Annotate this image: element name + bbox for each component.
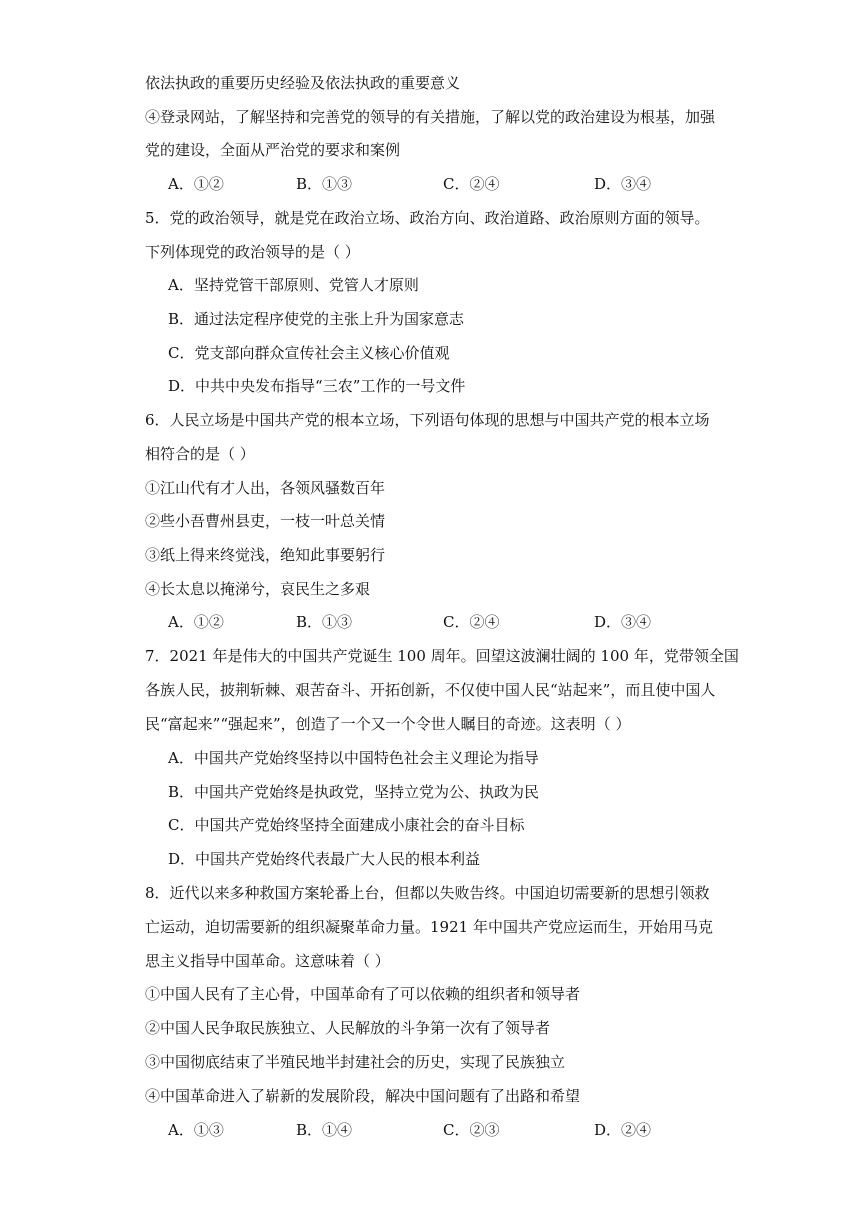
q6-choice-a: A．①② <box>168 613 224 631</box>
q5-option-b: B．通过法定程序使党的主张上升为国家意志 <box>168 310 465 328</box>
q4-item-line: 党的建设，全面从严治党的要求和案例 <box>145 141 401 159</box>
q6-choice-c: C．②④ <box>443 613 500 631</box>
q8-item-2: ②中国人民争取民族独立、人民解放的斗争第一次有了领导者 <box>145 1019 551 1037</box>
q7-option-c: C．中国共产党始终坚持全面建成小康社会的奋斗目标 <box>168 816 525 834</box>
q8-choice-d: D．②④ <box>594 1121 652 1139</box>
q4-item-line: ④登录网站，了解坚持和完善党的领导的有关措施，了解以党的政治建设为根基，加强 <box>145 108 716 126</box>
q6-item-1: ①江山代有才人出，各领风骚数百年 <box>145 479 386 497</box>
q4-stem-tail: 依法执政的重要历史经验及依法执政的重要意义 <box>145 74 461 92</box>
q8-choice-c: C．②③ <box>443 1121 500 1139</box>
q6-item-3: ③纸上得来终觉浅，绝知此事要躬行 <box>145 546 386 564</box>
q6-choice-b: B．①③ <box>296 613 353 631</box>
q8-item-4: ④中国革命进入了崭新的发展阶段，解决中国问题有了出路和希望 <box>145 1087 581 1105</box>
q6-stem-line: 相符合的是（ ） <box>145 445 255 463</box>
q4-choice-c: C．②④ <box>443 175 500 193</box>
q8-stem-line: 亡运动，迫切需要新的组织凝聚革命力量。1921 年中国共产党应运而生，开始用马克 <box>145 918 713 936</box>
q4-choice-d: D．③④ <box>594 175 652 193</box>
q5-option-d: D．中共中央发布指导“三农”工作的一号文件 <box>168 377 466 395</box>
q7-option-a: A．中国共产党始终坚持以中国特色社会主义理论为指导 <box>168 749 539 767</box>
q8-item-3: ③中国彻底结束了半殖民地半封建社会的历史，实现了民族独立 <box>145 1053 566 1071</box>
q8-stem-line: 思主义指导中国革命。这意味着（ ） <box>145 952 390 970</box>
q8-stem-line: 8．近代以来多种救国方案轮番上台，但都以失败告终。中国迫切需要新的思想引领救 <box>145 884 710 902</box>
q5-stem-line: 下列体现党的政治领导的是（ ） <box>145 243 360 261</box>
q7-option-b: B．中国共产党始终是执政党，坚持立党为公、执政为民 <box>168 783 540 801</box>
q6-stem-line: 6．人民立场是中国共产党的根本立场，下列语句体现的思想与中国共产党的根本立场 <box>145 411 710 429</box>
q6-choice-d: D．③④ <box>594 613 652 631</box>
q8-choice-a: A．①③ <box>168 1121 224 1139</box>
q6-item-4: ④长太息以掩涕兮，哀民生之多艰 <box>145 580 371 598</box>
q5-option-c: C．党支部向群众宣传社会主义核心价值观 <box>168 344 450 362</box>
q8-item-1: ①中国人民有了主心骨，中国革命有了可以依赖的组织者和领导者 <box>145 985 581 1003</box>
q7-stem-line: 各族人民，披荆斩棘、艰苦奋斗、开拓创新，不仅使中国人民“站起来”，而且使中国人 <box>145 681 716 699</box>
q6-item-2: ②些小吾曹州县吏，一枝一叶总关情 <box>145 512 386 530</box>
q4-choice-b: B．①③ <box>296 175 353 193</box>
q8-choice-b: B．①④ <box>296 1121 353 1139</box>
q4-choice-a: A．①② <box>168 175 224 193</box>
q7-option-d: D．中国共产党始终代表最广大人民的根本利益 <box>168 850 481 868</box>
q7-stem-line: 民“富起来”“强起来”，创造了一个又一个令世人瞩目的奇迹。这表明（ ） <box>145 715 631 733</box>
q5-stem-line: 5．党的政治领导，就是党在政治立场、政治方向、政治道路、政治原则方面的领导。 <box>145 209 710 227</box>
q7-stem-line: 7．2021 年是伟大的中国共产党诞生 100 周年。回望这波澜壮阔的 100 年，党带领全国 <box>145 647 739 665</box>
q5-option-a: A．坚持党管干部原则、党管人才原则 <box>168 276 419 294</box>
